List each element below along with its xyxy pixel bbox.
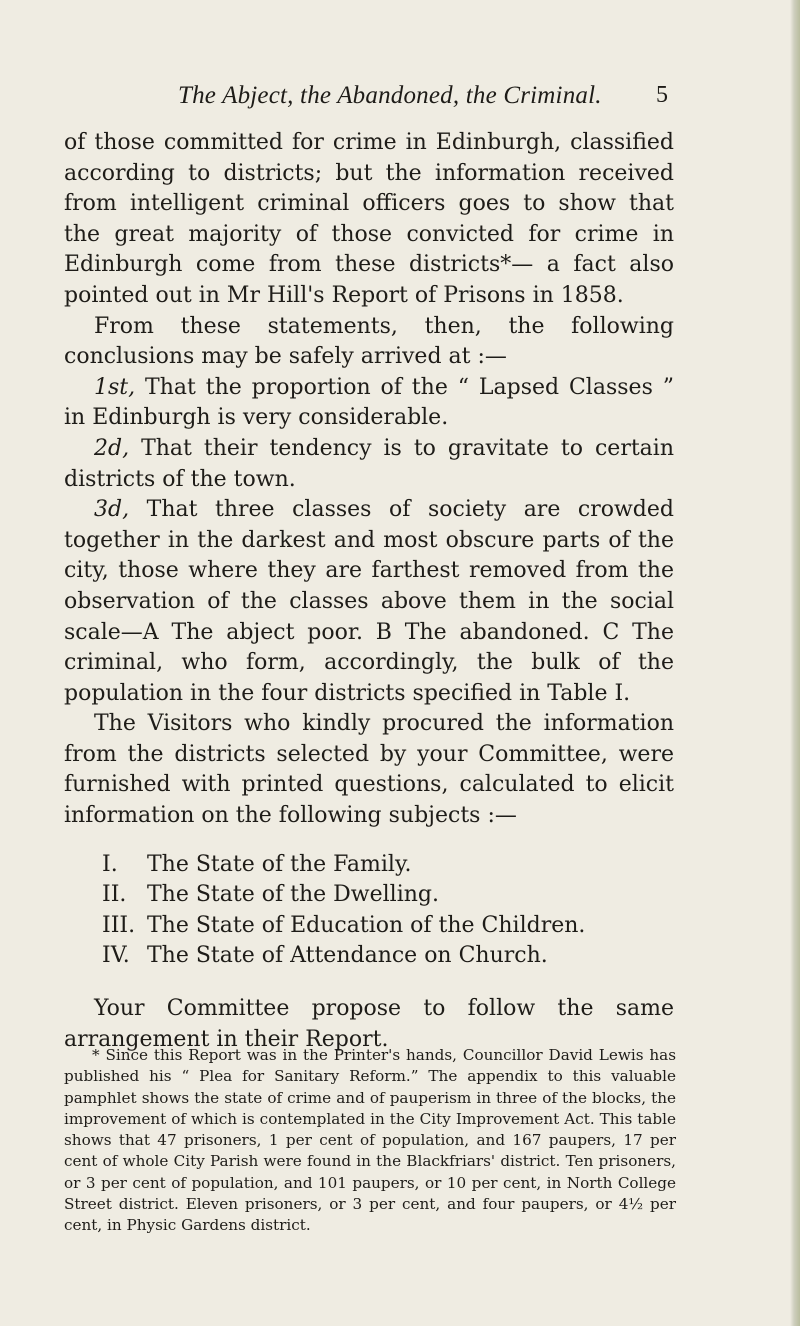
- subjects-list: [64, 850, 674, 972]
- list-item: [102, 911, 674, 942]
- conclusion-2-text: That their tendency is to gravitate to certain districts of the town.: [64, 435, 674, 492]
- conclusion-3-ordinal: 3d,: [94, 497, 130, 523]
- list-item: [102, 850, 674, 881]
- conclusion-3: [64, 495, 674, 709]
- page-number: 5: [656, 82, 668, 108]
- list-item-number: I.: [102, 851, 118, 877]
- conclusion-2: [64, 434, 674, 495]
- paragraph-4: Your Committee propose to follow the same arrangement in their Report.: [64, 996, 674, 1052]
- paragraph-2: From these statements, then, the following conclusions may be safely arrived at :—: [64, 313, 674, 370]
- paragraph-3: The Visitors who kindly procured the information from the districts selected by your Committee, were furnished with printed questions, calculated to elicit information on the following subjects :—: [64, 711, 674, 829]
- conclusion-1-ordinal: 1st,: [94, 374, 136, 400]
- list-item-number: IV.: [102, 943, 130, 969]
- running-head: The Abject, the Abandoned, the Criminal.: [178, 82, 602, 109]
- list-item-text: The State of the Family.: [147, 851, 412, 877]
- list-item-text: The State of the Dwelling.: [147, 882, 439, 908]
- conclusion-3-text: That three classes of society are crowded together in the darkest and most obscure parts of the city, those where they are farthest removed from the observation of the classes above them in the social scale—A The abject poor. B The abandoned. C The criminal, who form, accordingly, the bulk of the population in the four districts specified in Table I.: [64, 497, 674, 706]
- list-item-text: The State of Attendance on Church.: [147, 943, 548, 969]
- page-edge: [790, 0, 800, 1326]
- page-header: [178, 82, 668, 122]
- paragraph-1: of those committed for crime in Edinburgh, classified according to districts; but the information received from intelligent criminal officers goes to show that the great majority of those convicted for crime in Edinburgh come from these districts*— a fact also pointed out in Mr Hill's Report of Prisons in 1858.: [64, 130, 674, 308]
- list-item-text: The State of Education of the Children.: [147, 912, 586, 938]
- conclusion-1: [64, 373, 674, 434]
- body-text: [64, 128, 674, 1055]
- list-item-number: II.: [102, 882, 127, 908]
- footnote: * Since this Report was in the Printer's hands, Councillor David Lewis has published his “ Plea for Sanitary Reform.” The appendix to this valuable pamphlet shows the state of crime and of pauperism in three of the blocks, the improvement of which is contemplated in the City Improvement Act. This table shows that 47 prisoners, 1 per cent of population, and 167 paupers, 17 per cent of whole City Parish were found in the Blackfriars' district. Ten prisoners, or 3 per cent of population, and 101 paupers, or 10 per cent, in North College Street district. Eleven prisoners, or 3 per cent, and four paupers, or 4½ per cent, in Physic Gardens district.: [64, 1046, 676, 1235]
- list-item: [102, 941, 674, 972]
- conclusion-2-ordinal: 2d,: [94, 435, 130, 461]
- list-item: [102, 880, 674, 911]
- list-item-number: III.: [102, 912, 136, 938]
- conclusion-1-text: That the proportion of the “ Lapsed Classes ” in Edinburgh is very considerable.: [64, 374, 674, 431]
